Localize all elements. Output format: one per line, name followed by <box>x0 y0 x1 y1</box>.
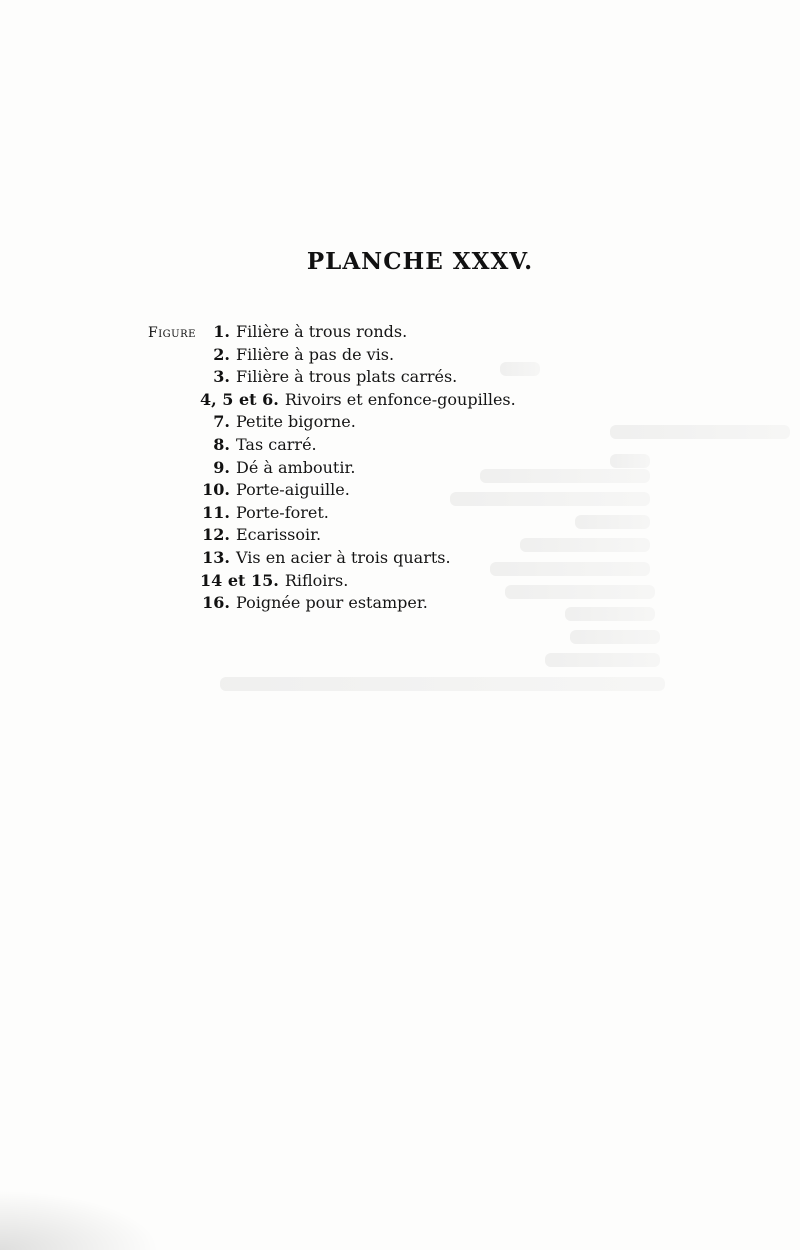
figure-number: 1. <box>213 322 230 341</box>
figure-number: 8. <box>213 434 230 454</box>
figure-label: Rivoirs et enfonce-goupilles. <box>284 389 516 409</box>
figure-label: Vis en acier à trois quarts. <box>236 547 451 567</box>
page-title: PLANCHE XXXV. <box>306 248 534 275</box>
figure-label: Porte-foret. <box>236 502 329 522</box>
figure-label: Porte-aiguille. <box>236 480 350 500</box>
list-item <box>148 457 516 480</box>
figure-number: 9. <box>213 457 230 477</box>
figure-number: 14 et 15. <box>200 570 279 590</box>
figure-number: 4, 5 et 6. <box>200 389 279 409</box>
figure-label: Rifloirs. <box>284 570 349 590</box>
figure-label: Filière à trous ronds. <box>236 322 408 341</box>
list-item <box>148 547 516 570</box>
list-item <box>148 570 516 593</box>
figure-number: 10. <box>202 480 230 500</box>
list-item <box>148 366 516 389</box>
figure-label: Poignée pour estamper. <box>236 593 428 613</box>
list-item <box>148 434 516 457</box>
figure-label: Filière à pas de vis. <box>236 344 395 364</box>
figure-number: 16. <box>202 593 230 613</box>
figure-number: 3. <box>213 367 230 387</box>
figure-label: Filière à trous plats carrés. <box>236 367 458 387</box>
list-item <box>148 344 516 367</box>
figure-number: 11. <box>202 502 230 522</box>
figure-number: 7. <box>213 412 230 432</box>
list-item <box>148 411 516 434</box>
figure-label: Dé à amboutir. <box>236 457 356 477</box>
figure-label: Ecarissoir. <box>236 525 322 545</box>
figure-number: 12. <box>202 525 230 545</box>
list-item <box>148 321 516 344</box>
list-item <box>148 389 516 412</box>
list-item <box>148 502 516 525</box>
list-item <box>148 479 516 502</box>
list-item <box>148 524 516 547</box>
figure-number: 2. <box>213 344 230 364</box>
figure-list <box>148 321 516 615</box>
list-item <box>148 592 516 615</box>
figure-label: Tas carré. <box>236 434 317 454</box>
figure-label: Petite bigorne. <box>236 412 356 432</box>
figure-number: 13. <box>202 547 230 567</box>
figure-prefix: Figure <box>148 325 196 341</box>
